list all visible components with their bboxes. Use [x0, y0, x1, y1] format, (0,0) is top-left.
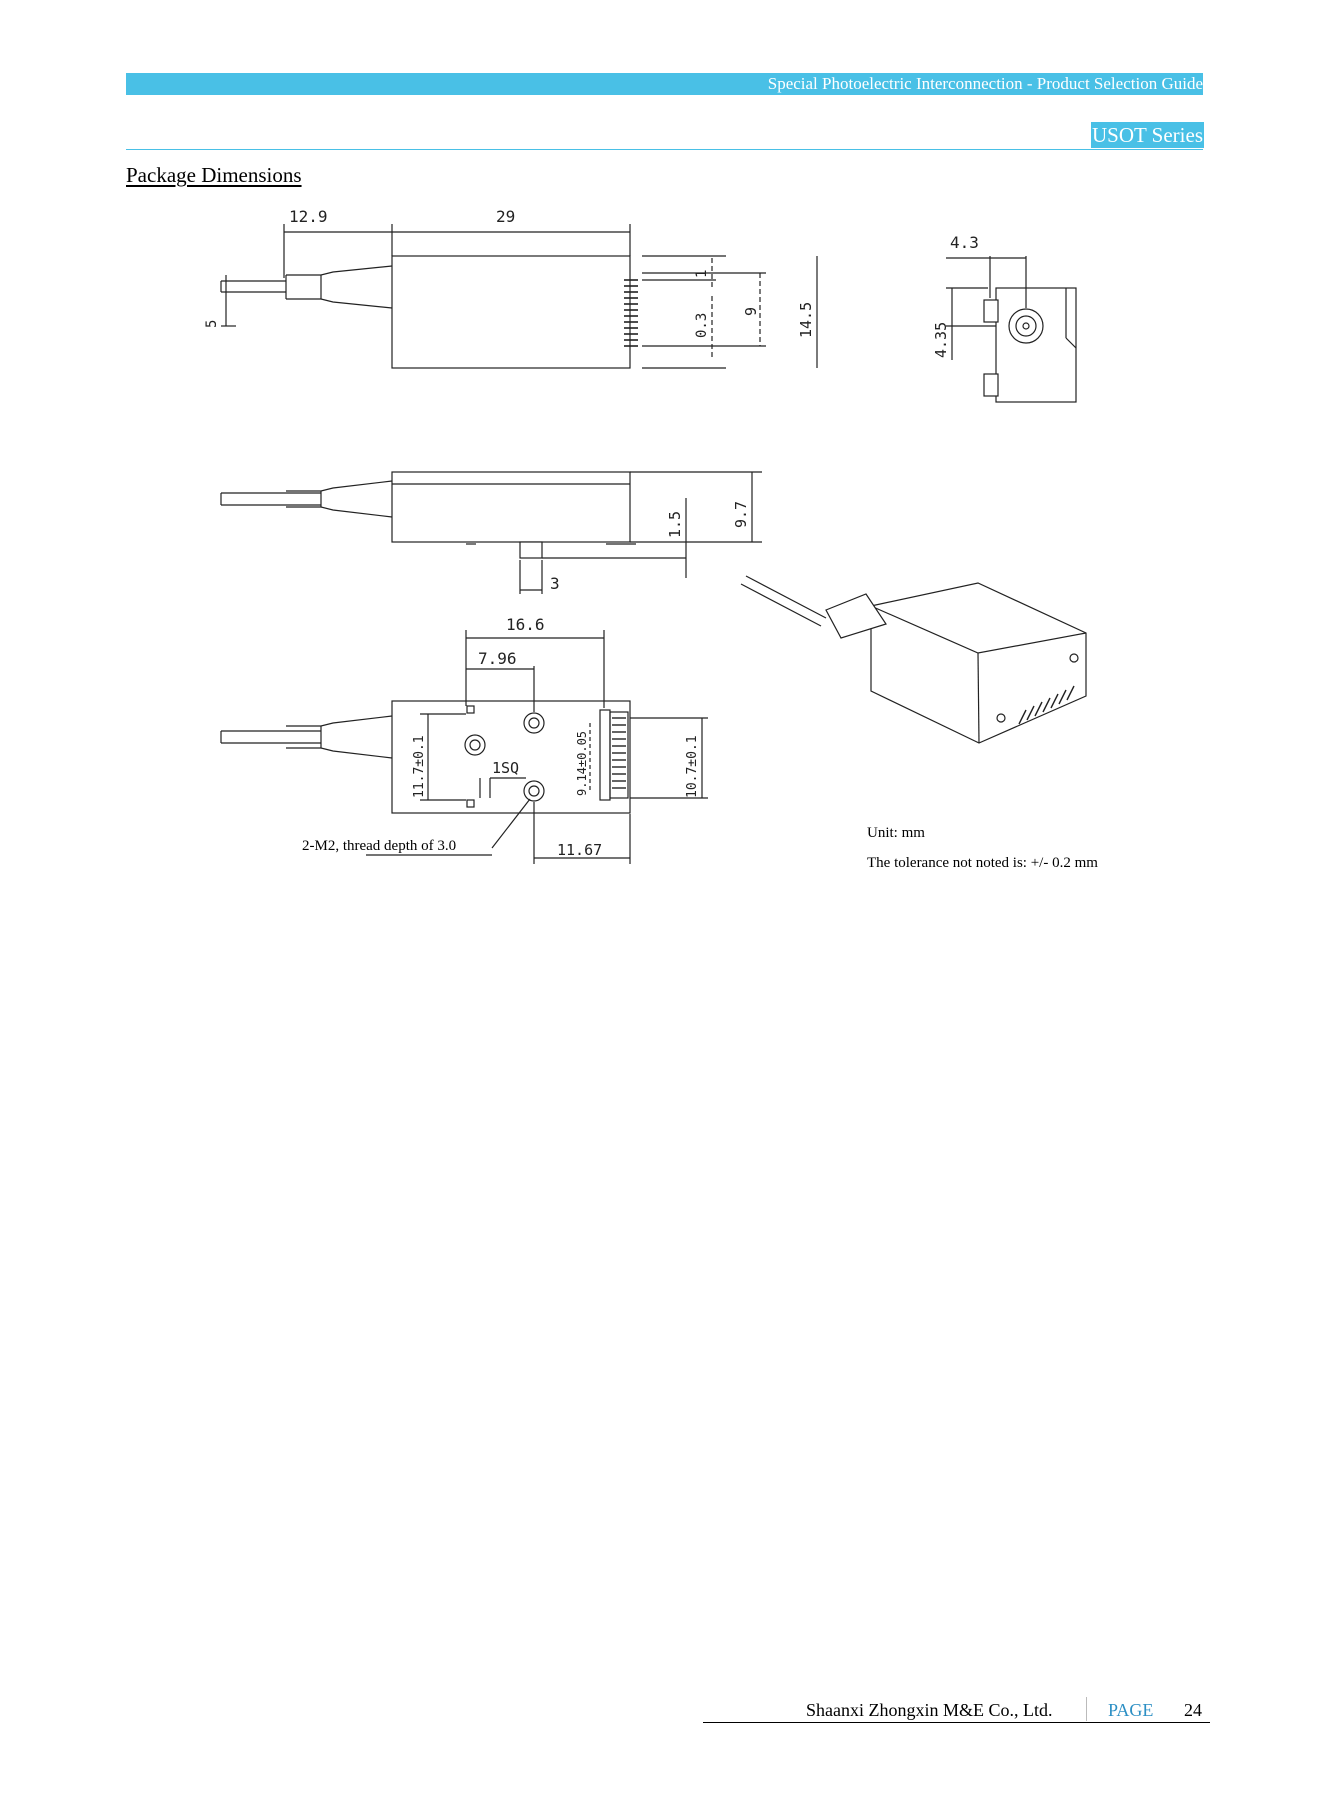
unit-note: Unit: mm [867, 825, 925, 841]
footer-separator [1086, 1697, 1087, 1721]
dim-1sq: 1SQ [492, 759, 520, 777]
guide-title: Special Photoelectric Interconnection - Product Selection Guide [767, 74, 1203, 93]
dim-11-67: 11.67 [557, 841, 603, 859]
header-rule [126, 149, 1203, 150]
dim-14-5: 14.5 [797, 301, 815, 338]
dim-9-14: 9.14±0.05 [575, 730, 589, 796]
dim-16-6: 16.6 [506, 615, 545, 634]
footer-page-number: 24 [1184, 1700, 1202, 1720]
package-drawing [126, 198, 1203, 898]
dim-4-3: 4.3 [950, 233, 979, 252]
dim-12-9: 12.9 [289, 207, 328, 226]
dim-4-35: 4.35 [932, 321, 950, 358]
side-view [221, 472, 762, 594]
tolerance-note: The tolerance not noted is: +/- 0.2 mm [867, 855, 1098, 871]
dim-5: 5 [204, 319, 220, 328]
dimension-drawing-svg [126, 198, 1203, 898]
end-view [932, 233, 1076, 402]
dim-7-96: 7.96 [478, 649, 517, 668]
header-bar [126, 73, 1203, 95]
footer-page-label: PAGE [1108, 1700, 1154, 1720]
footer-company: Shaanxi Zhongxin M&E Co., Ltd. [806, 1700, 1053, 1720]
dim-0-3: 0.3 [694, 312, 710, 338]
series-tag: USOT Series [1091, 123, 1203, 147]
dim-29: 29 [496, 207, 516, 226]
dim-9: 9 [742, 306, 760, 316]
section-title: Package Dimensions [126, 163, 302, 187]
isometric-view [741, 576, 1086, 743]
dim-3: 3 [550, 574, 560, 593]
top-view [204, 207, 817, 368]
footer-rule [703, 1722, 1210, 1723]
dim-9-7: 9.7 [732, 500, 750, 528]
dim-1: 1 [694, 269, 710, 278]
dim-1-5: 1.5 [666, 510, 684, 538]
dim-10-7: 10.7±0.1 [685, 735, 700, 798]
bottom-view [221, 615, 708, 864]
thread-callout: 2-M2, thread depth of 3.0 [302, 838, 457, 854]
dim-11-7: 11.7±0.1 [412, 735, 427, 798]
